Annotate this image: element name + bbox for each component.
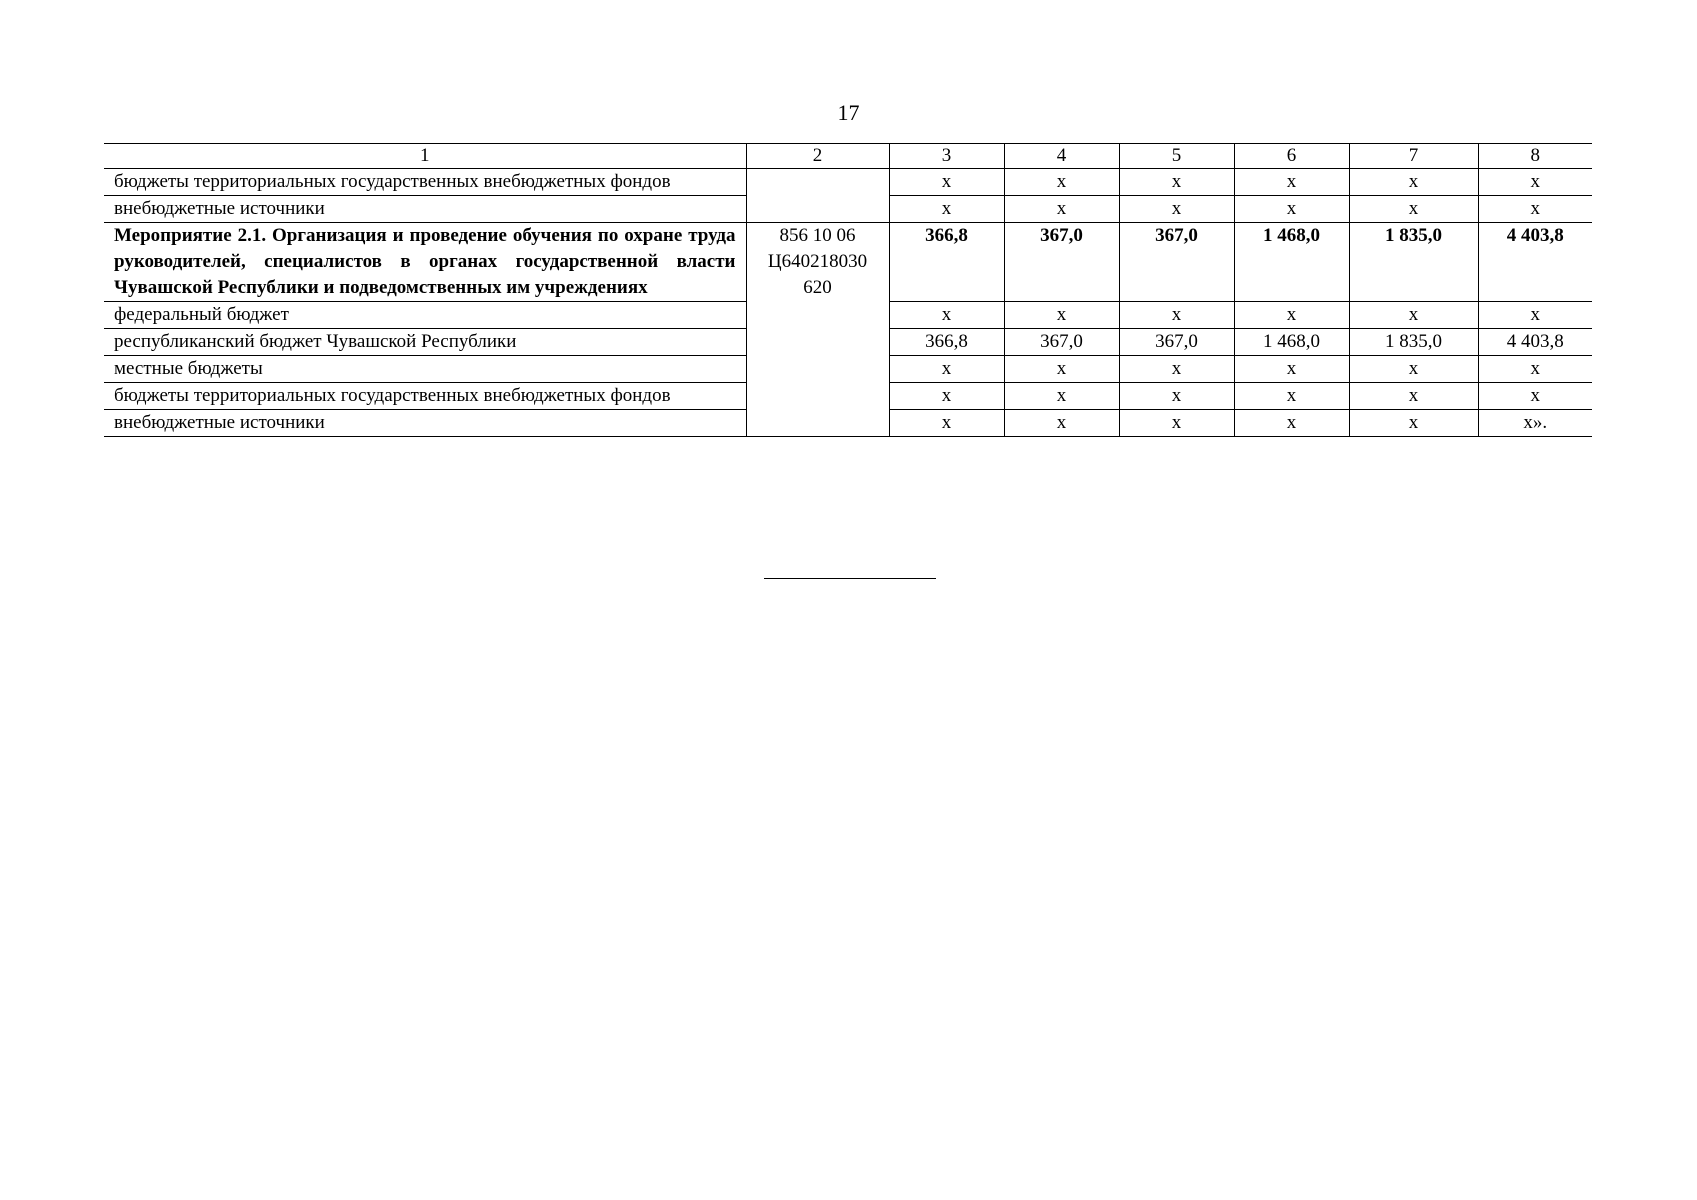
value-cell: х	[1004, 196, 1119, 223]
value-cell: 1 835,0	[1349, 329, 1478, 356]
header-cell: 8	[1478, 144, 1592, 169]
value-cell: х	[1119, 356, 1234, 383]
row-label: внебюджетные источники	[104, 196, 746, 223]
code-cell-empty	[746, 169, 889, 223]
value-cell: х	[889, 356, 1004, 383]
header-row	[104, 144, 1592, 169]
value-cell: х	[1478, 356, 1592, 383]
header-cell: 4	[1004, 144, 1119, 169]
page-number: 17	[837, 100, 860, 125]
row-label: республиканский бюджет Чувашской Республики	[104, 329, 746, 356]
value-cell: х	[1478, 383, 1592, 410]
value-cell: 367,0	[1004, 223, 1119, 302]
value-cell: х	[1234, 410, 1349, 437]
value-cell: х	[1234, 356, 1349, 383]
budget-code: 856 10 06 Ц640218030 620	[746, 223, 889, 437]
value-cell: х	[1004, 410, 1119, 437]
value-cell: х	[1119, 383, 1234, 410]
table-row	[104, 169, 1592, 196]
value-cell: х	[1234, 383, 1349, 410]
row-label: бюджеты территориальных государственных внебюджетных фондов	[104, 169, 746, 196]
value-cell: х	[1119, 302, 1234, 329]
row-label: местные бюджеты	[104, 356, 746, 383]
value-cell: 367,0	[1119, 329, 1234, 356]
value-cell: 367,0	[1004, 329, 1119, 356]
value-cell: х	[1349, 302, 1478, 329]
value-cell: х	[1349, 410, 1478, 437]
header-cell: 6	[1234, 144, 1349, 169]
header-cell: 3	[889, 144, 1004, 169]
row-label: бюджеты территориальных государственных внебюджетных фондов	[104, 383, 746, 410]
value-cell: х	[1234, 196, 1349, 223]
value-cell: х	[1234, 302, 1349, 329]
value-cell: 366,8	[889, 223, 1004, 302]
value-cell: х	[1349, 169, 1478, 196]
value-cell: х	[1349, 356, 1478, 383]
value-cell: х	[1119, 410, 1234, 437]
budget-table	[104, 143, 1592, 437]
value-cell: х	[1004, 356, 1119, 383]
header-cell: 5	[1119, 144, 1234, 169]
value-cell: х	[1004, 383, 1119, 410]
end-rule	[764, 578, 936, 579]
value-cell: 1 835,0	[1349, 223, 1478, 302]
row-label: внебюджетные источники	[104, 410, 746, 437]
measure-label: Мероприятие 2.1. Организация и проведение обучения по охране труда руководителей, специалистов в органах государственной власти Чувашской Республики и подведомственных им учреждениях	[104, 223, 746, 302]
value-cell: х	[1349, 196, 1478, 223]
value-cell: х	[1119, 169, 1234, 196]
header-cell: 1	[104, 144, 746, 169]
value-cell: х	[1349, 383, 1478, 410]
value-cell: х».	[1478, 410, 1592, 437]
value-cell: х	[889, 196, 1004, 223]
value-cell: х	[1478, 302, 1592, 329]
measure-row	[104, 223, 1592, 302]
value-cell: х	[889, 410, 1004, 437]
value-cell: 4 403,8	[1478, 223, 1592, 302]
value-cell: х	[889, 169, 1004, 196]
value-cell: х	[1004, 302, 1119, 329]
value-cell: 366,8	[889, 329, 1004, 356]
value-cell: х	[889, 302, 1004, 329]
header-cell: 7	[1349, 144, 1478, 169]
value-cell: 1 468,0	[1234, 329, 1349, 356]
value-cell: х	[1478, 196, 1592, 223]
value-cell: 1 468,0	[1234, 223, 1349, 302]
value-cell: х	[1478, 169, 1592, 196]
value-cell: х	[1004, 169, 1119, 196]
row-label: федеральный бюджет	[104, 302, 746, 329]
value-cell: х	[1119, 196, 1234, 223]
value-cell: 367,0	[1119, 223, 1234, 302]
value-cell: х	[1234, 169, 1349, 196]
value-cell: х	[889, 383, 1004, 410]
header-cell: 2	[746, 144, 889, 169]
value-cell: 4 403,8	[1478, 329, 1592, 356]
